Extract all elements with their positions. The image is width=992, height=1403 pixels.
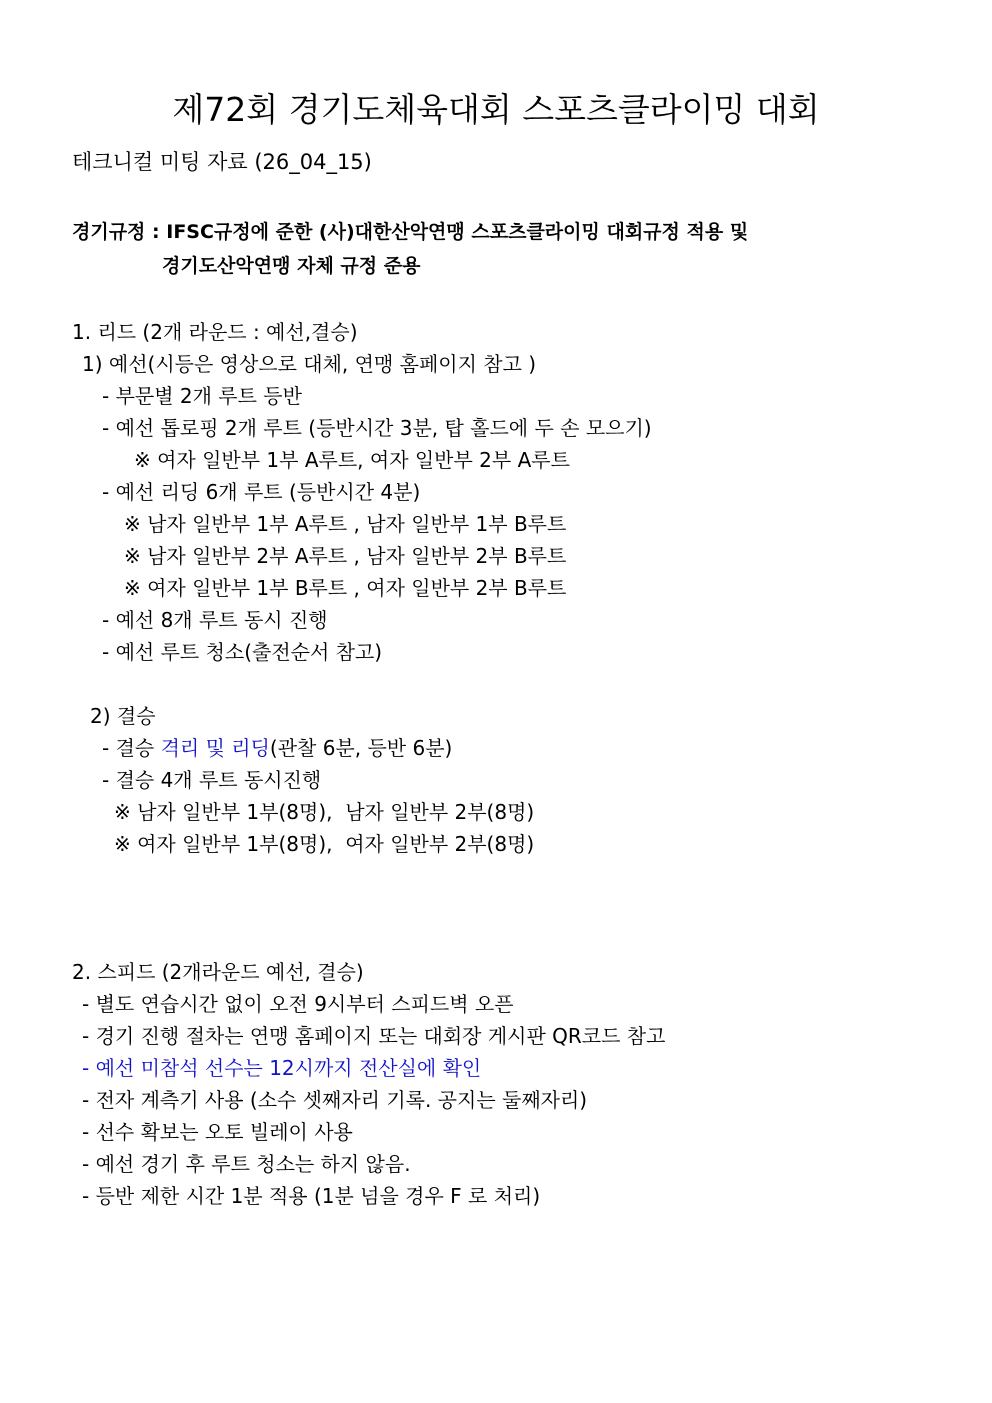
- list-item: ※ 여자 일반부 1부(8명), 여자 일반부 2부(8명): [114, 832, 535, 856]
- text: (관찰 6분, 등반 6분): [269, 736, 453, 760]
- text: - 결승: [102, 736, 161, 760]
- list-item: - 예선 루트 청소(출전순서 참고): [102, 640, 383, 664]
- list-item: - 선수 확보는 오토 빌레이 사용: [82, 1120, 353, 1144]
- list-item: ※ 여자 일반부 1부 A루트, 여자 일반부 2부 A루트: [134, 448, 570, 472]
- speed-heading: 2. 스피드 (2개라운드 예선, 결승): [72, 960, 364, 984]
- list-item: - 부문별 2개 루트 등반: [102, 384, 302, 408]
- list-item: - 예선 경기 후 루트 청소는 하지 않음.: [82, 1152, 411, 1176]
- list-item: ※ 남자 일반부 1부(8명), 남자 일반부 2부(8명): [114, 800, 535, 824]
- lead-heading: 1. 리드 (2개 라운드 : 예선,결승): [72, 320, 358, 344]
- list-item: ※ 여자 일반부 1부 B루트 , 여자 일반부 2부 B루트: [124, 576, 567, 600]
- list-item: - 등반 제한 시간 1분 적용 (1분 넘을 경우 F 로 처리): [82, 1184, 541, 1208]
- list-item: - 별도 연습시간 없이 오전 9시부터 스피드벽 오픈: [82, 992, 514, 1016]
- list-item: - 전자 계측기 사용 (소수 셋째자리 기록. 공지는 둘째자리): [82, 1088, 588, 1112]
- list-item: - 결승 4개 루트 동시진행: [102, 768, 322, 792]
- lead-final-heading: 2) 결승: [90, 704, 156, 728]
- list-item-highlight: - 예선 미참석 선수는 12시까지 전산실에 확인: [82, 1056, 482, 1080]
- rules-line-2: 경기도산악연맹 자체 규정 준용: [162, 255, 421, 277]
- document-subtitle: 테크니컬 미팅 자료 (26_04_15): [72, 150, 372, 174]
- list-item: [102, 734, 452, 762]
- document-title: 제72회 경기도체육대회 스포츠클라이밍 대회: [172, 90, 820, 129]
- list-item: - 예선 톱로핑 2개 루트 (등반시간 3분, 탑 홀드에 두 손 모으기): [102, 416, 652, 440]
- list-item: - 예선 리딩 6개 루트 (등반시간 4분): [102, 480, 421, 504]
- rules-line-1: 경기규정 : IFSC규정에 준한 (사)대한산악연맹 스포츠클라이밍 대회규정 적용 및: [72, 221, 749, 243]
- list-item: ※ 남자 일반부 1부 A루트 , 남자 일반부 1부 B루트: [124, 512, 567, 536]
- highlight-text: 격리 및 리딩: [160, 736, 270, 760]
- list-item: ※ 남자 일반부 2부 A루트 , 남자 일반부 2부 B루트: [124, 544, 567, 568]
- lead-qual-heading: 1) 예선(시등은 영상으로 대체, 연맹 홈페이지 참고 ): [82, 352, 537, 376]
- list-item: - 경기 진행 절차는 연맹 홈페이지 또는 대회장 게시판 QR코드 참고: [82, 1024, 666, 1048]
- list-item: - 예선 8개 루트 동시 진행: [102, 608, 328, 632]
